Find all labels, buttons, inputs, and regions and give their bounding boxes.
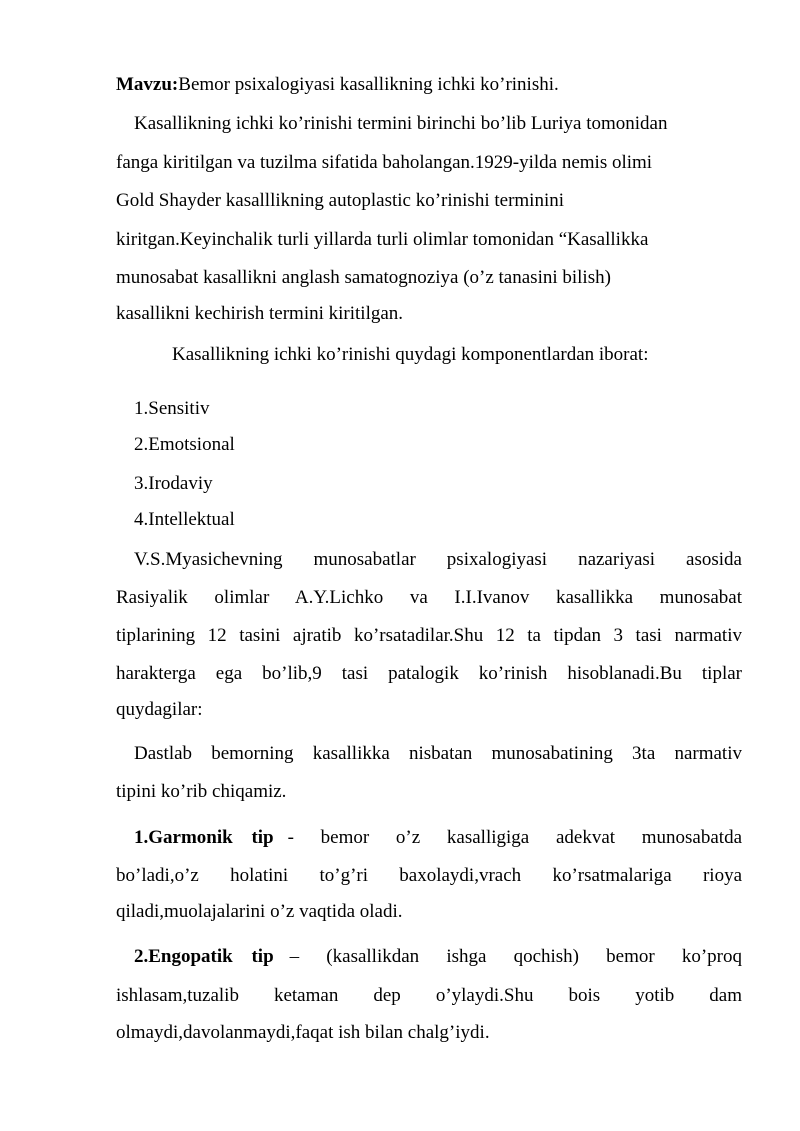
list-item: 4.Intellektual [134,509,235,530]
paragraph-line: Dastlab bemorning kasallikka nisbatan munosabatining 3ta narmativ [134,743,742,764]
paragraph-line: fanga kiritilgan va tuzilma sifatida baholangan.1929-yilda nemis olimi [116,152,653,173]
components-intro: Kasallikning ichki ko’rinishi quydagi komponentlardan iborat: [172,344,649,365]
paragraph-line: bo’ladi,o’z holatini to’g’ri baxolaydi,vrach ko’rsatmalariga rioya [116,865,742,886]
title-text: Bemor psixalogiyasi kasallikning ichki ko’rinishi. [178,74,559,95]
paragraph-line: Gold Shayder kasalllikning autoplastic ko’rinishi terminini [116,190,565,211]
list-item: 3.Irodaviy [134,473,213,494]
paragraph-line: olmaydi,davolanmaydi,faqat ish bilan chalg’iydi. [116,1022,490,1043]
paragraph-line: ishlasam,tuzalib ketaman dep o’ylaydi.Shu bois yotib dam [116,985,742,1006]
type-description: – (kasallikdan ishga qochish) bemor ko’proq [289,946,742,967]
type-item-garmonik [134,826,742,850]
paragraph-line: kiritgan.Keyinchalik turli yillarda turli olimlar tomonidan “Kasallikka [116,229,649,250]
title-label: Mavzu: [116,74,179,95]
type-description: - bemor o’z kasalligiga adekvat munosabatda [287,827,742,848]
list-item: 1.Sensitiv [134,398,210,419]
paragraph-line: kasallikni kechirish termini kiritilgan. [116,303,404,324]
type-label: 2.Engopatik tip [134,946,274,967]
list-item: 2.Emotsional [134,434,235,455]
paragraph-line: V.S.Myasichevning munosabatlar psixalogiyasi nazariyasi asosida [134,549,742,570]
paragraph-line: harakterga ega bo’lib,9 tasi patalogik ko’rinish hisoblanadi.Bu tiplar [116,663,742,684]
paragraph-line: tiplarining 12 tasini ajratib ko’rsatadilar.Shu 12 ta tipdan 3 tasi narmativ [116,625,742,646]
paragraph-line: tipini ko’rib chiqamiz. [116,781,287,802]
type-label: 1.Garmonik tip [134,827,274,848]
paragraph-line: munosabat kasallikni anglash samatognoziya (o’z tanasini bilish) [116,267,611,288]
paragraph-line: quydagilar: [116,699,203,720]
type-item-engopatik [134,945,742,969]
paragraph-line: Rasiyalik olimlar A.Y.Lichko va I.I.Ivanov kasallikka munosabat [116,587,742,608]
paragraph-line: Kasallikning ichki ko’rinishi termini birinchi bo’lib Luriya tomonidan [134,113,668,134]
paragraph-line: qiladi,muolajalarini o’z vaqtida oladi. [116,901,403,922]
page-title [116,73,559,97]
